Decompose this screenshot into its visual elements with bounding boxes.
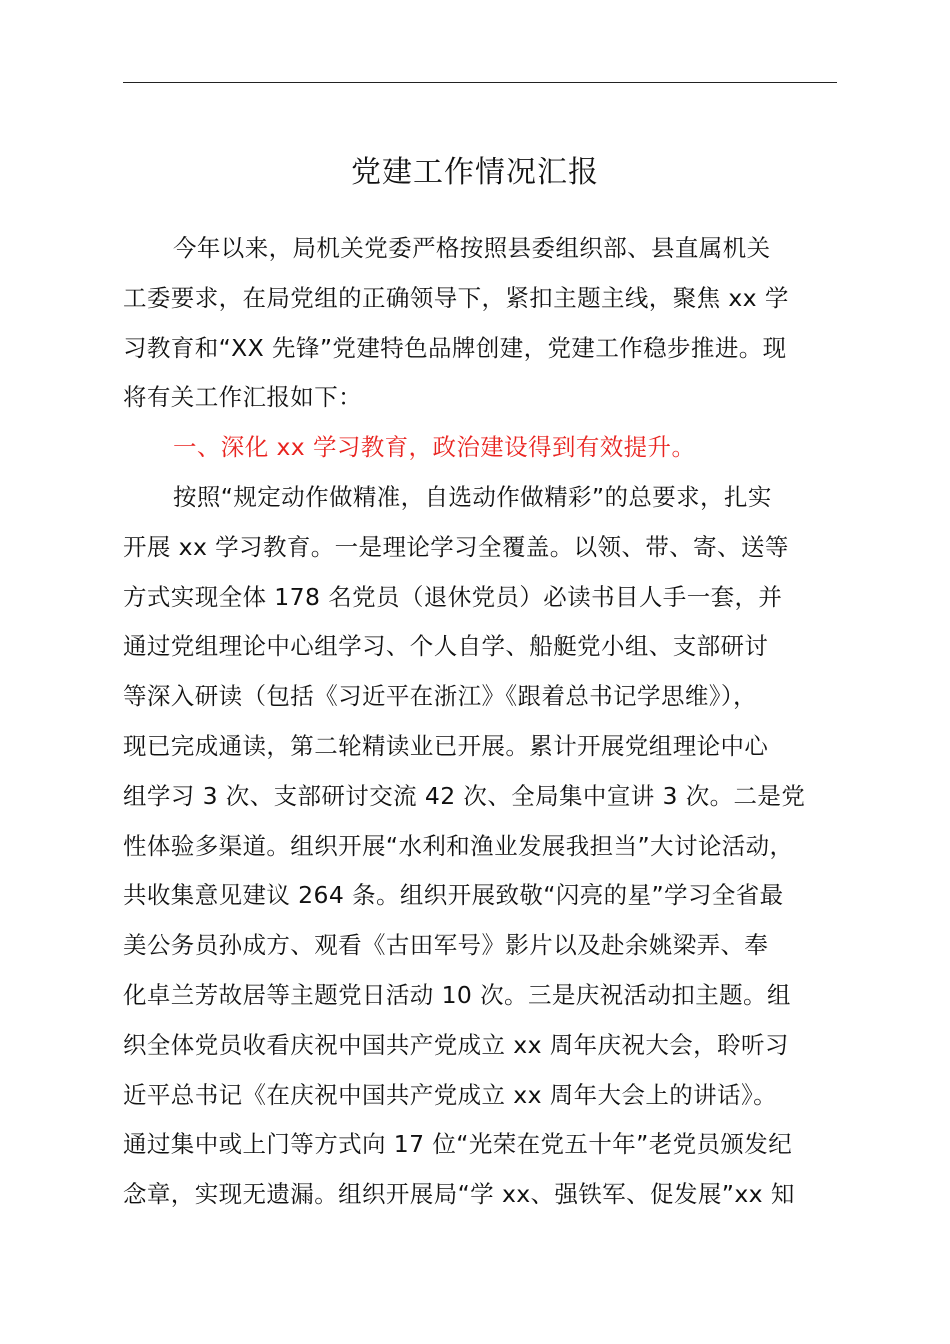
body-line: 美公务员孙成方、观看《古田军号》影片以及赴余姚梁弄、奉	[123, 931, 769, 960]
body-line: 通过党组理论中心组学习、个人自学、船艇党小组、支部研讨	[123, 632, 769, 661]
body-line: 共收集意见建议 264 条。组织开展致敬“闪亮的星”学习全省最	[123, 881, 784, 910]
body-line: 性体验多渠道。组织开展“水利和渔业发展我担当”大讨论活动，	[123, 831, 794, 860]
body-line: 现已完成通读，第二轮精读业已开展。累计开展党组理论中心	[123, 731, 769, 760]
body-line: 近平总书记《在庆祝中国共产党成立 xx 周年大会上的讲话》。	[123, 1080, 778, 1109]
body-line: 开展 xx 学习教育。一是理论学习全覆盖。以领、带、寄、送等	[123, 532, 789, 561]
document-body	[123, 224, 851, 1220]
body-line: 组学习 3 次、支部研讨交流 42 次、全局集中宣讲 3 次。二是党	[123, 781, 806, 810]
body-line: 将有关工作汇报如下：	[123, 383, 362, 412]
body-line: 工委要求，在局党组的正确领导下，紧扣主题主线，聚焦 xx 学	[123, 283, 789, 312]
body-line: 按照“规定动作做精准，自选动作做精彩”的总要求，扎实	[173, 482, 772, 511]
body-line: 方式实现全体 178 名党员（退休党员）必读书目人手一套，并	[123, 582, 783, 611]
body-line: 念章，实现无遗漏。组织开展局“学 xx、强铁军、促发展”xx 知	[123, 1180, 795, 1209]
body-line: 通过集中或上门等方式向 17 位“光荣在党五十年”老党员颁发纪	[123, 1130, 793, 1159]
body-line: 习教育和“XX 先锋”党建特色品牌创建，党建工作稳步推进。现	[123, 333, 787, 362]
body-line: 等深入研读（包括《习近平在浙江》《跟着总书记学思维》），	[123, 682, 757, 711]
body-line: 今年以来，局机关党委严格按照县委组织部、县直属机关	[173, 234, 771, 262]
section-heading: 一、深化 xx 学习教育，政治建设得到有效提升。	[173, 433, 696, 462]
document-title: 党建工作情况汇报	[351, 155, 599, 190]
body-line: 化卓兰芳故居等主题党日活动 10 次。三是庆祝活动扣主题。组	[123, 980, 791, 1009]
header-rule	[123, 82, 837, 83]
body-line: 织全体党员收看庆祝中国共产党成立 xx 周年庆祝大会，聆听习	[123, 1030, 789, 1059]
